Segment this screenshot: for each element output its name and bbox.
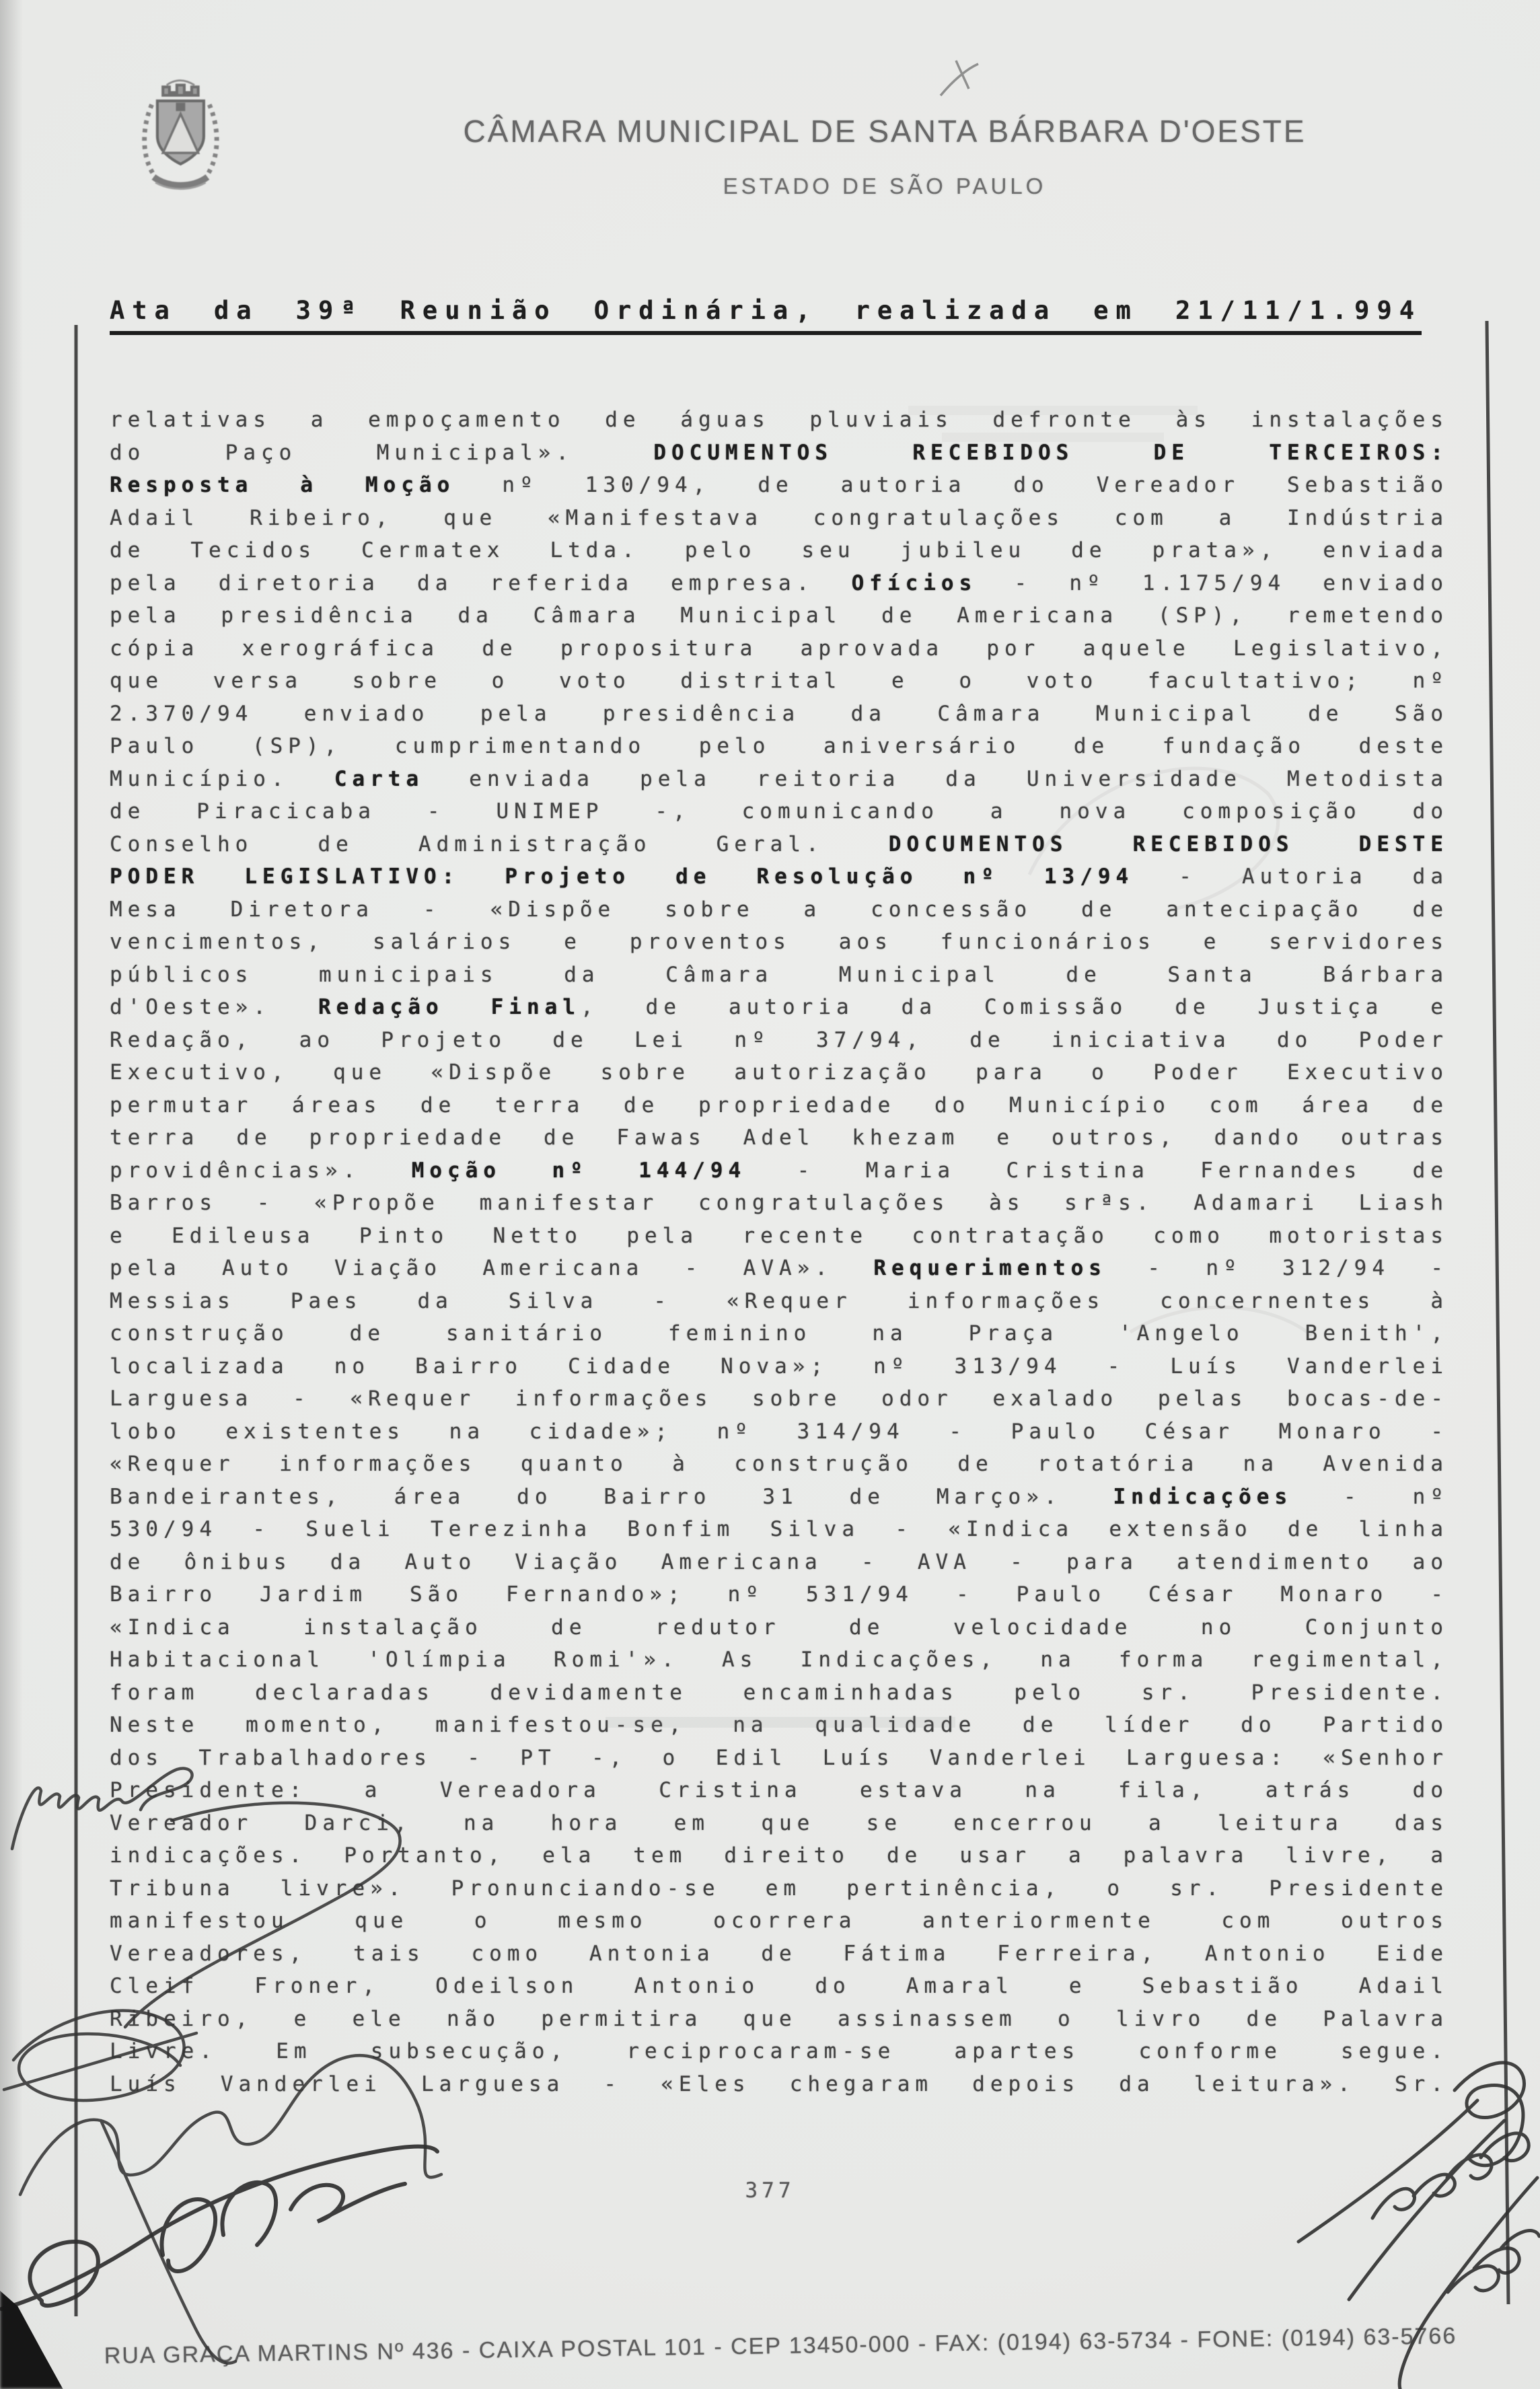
body-line: construção de sanitário feminino na Praça 'Angelo Benith', bbox=[110, 1321, 1449, 1346]
body-line: Mesa Diretora - «Dispõe sobre a concessão de antecipação de bbox=[110, 897, 1449, 922]
body-line: Bairro Jardim São Fernando»; nº 531/94 - Paulo César Monaro - bbox=[110, 1582, 1449, 1607]
body-line: Resposta à Moção nº 130/94, de autoria do Vereador Sebastião bbox=[110, 473, 1449, 497]
body-line: Vereadores, tais como Antonia de Fátima Ferreira, Antonio Eide bbox=[110, 1941, 1449, 1966]
body-line: que versa sobre o voto distrital e o voto facultativo; nº bbox=[110, 669, 1449, 693]
body-line: públicos municipais da Câmara Municipal de Santa Bárbara bbox=[110, 962, 1449, 987]
body-line: Messias Paes da Silva - «Requer informações concernentes à bbox=[110, 1288, 1449, 1313]
bottom-left-signature bbox=[1, 2147, 437, 2310]
body-line: «Requer informações quanto à construção de rotatória na Avenida bbox=[110, 1452, 1449, 1476]
body-line: 2.370/94 enviado pela presidência da Câmara Municipal de São bbox=[110, 701, 1449, 726]
body-line: lobo existentes na cidade»; nº 314/94 - Paulo César Monaro - bbox=[110, 1419, 1449, 1444]
body-line: Bandeirantes, área do Bairro 31 de Março». Indicações - nº bbox=[110, 1484, 1449, 1509]
body-line: dos Trabalhadores - PT -, o Edil Luís Vanderlei Larguesa: «Senhor bbox=[110, 1745, 1449, 1770]
organization-name: CÂMARA MUNICIPAL DE SANTA BÁRBARA D'OESTE bbox=[463, 114, 1307, 149]
scan-edge-shadow bbox=[0, 0, 23, 2389]
body-line: Neste momento, manifestou-se, na qualidade de líder do Partido bbox=[110, 1713, 1449, 1737]
body-line: relativas a empoçamento de águas pluviais defronte às instalações bbox=[110, 408, 1449, 432]
body-line: providências». Moção nº 144/94 - Maria Cristina Fernandes de bbox=[110, 1158, 1449, 1183]
body-line: Município. Carta enviada pela reitoria da Universidade Metodista bbox=[110, 766, 1449, 791]
body-line: pela Auto Viação Americana - AVA». Requerimentos - nº 312/94 - bbox=[110, 1256, 1449, 1280]
body-line: foram declaradas devidamente encaminhadas pelo sr. Presidente. bbox=[110, 1680, 1449, 1705]
body-line: pela diretoria da referida empresa. Ofícios - nº 1.175/94 enviado bbox=[110, 571, 1449, 595]
body-line: Conselho de Administração Geral. DOCUMENTOS RECEBIDOS DESTE bbox=[110, 832, 1449, 856]
body-line: Executivo, que «Dispõe sobre autorização para o Poder Executivo bbox=[110, 1060, 1449, 1085]
body-line: d'Oeste». Redação Final, de autoria da Comissão de Justiça e bbox=[110, 995, 1449, 1019]
body-line: terra de propriedade de Fawas Adel khezam e outros, dando outras bbox=[110, 1126, 1449, 1150]
state-line: ESTADO DE SÃO PAULO bbox=[723, 174, 1047, 198]
body-line: Barros - «Propõe manifestar congratulações às srªs. Adamari Liash bbox=[110, 1191, 1449, 1215]
body-line: Habitacional 'Olímpia Romi'». As Indicações, na forma regimental, bbox=[110, 1648, 1449, 1672]
body-line: PODER LEGISLATIVO: Projeto de Resolução nº 13/94 - Autoria da bbox=[110, 865, 1449, 889]
body-line: cópia xerográfica de propositura aprovada por aquele Legislativo, bbox=[110, 636, 1449, 661]
body-line: do Paço Municipal». DOCUMENTOS RECEBIDOS DE TERCEIROS: bbox=[110, 440, 1449, 465]
document-title: Ata da 39ª Reunião Ordinária, realizada em 21/11/1.994 bbox=[110, 296, 1422, 335]
body-line: Luís Vanderlei Larguesa - «Eles chegaram depois da leitura». Sr. bbox=[110, 2071, 1449, 2096]
minutes-body bbox=[110, 404, 1449, 2100]
body-line: indicações. Portanto, ela tem direito de usar a palavra livre, a bbox=[110, 1843, 1449, 1868]
body-line: Vereador Darci, na hora em que se encerrou a leitura das bbox=[110, 1810, 1449, 1835]
body-line: de Tecidos Cermatex Ltda. pelo seu jubileu de prata», enviada bbox=[110, 538, 1449, 562]
body-line: 530/94 - Sueli Terezinha Bonfim Silva - «Indica extensão de linha bbox=[110, 1517, 1449, 1541]
body-line: Adail Ribeiro, que «Manifestava congratulações com a Indústria bbox=[110, 505, 1449, 530]
body-line: Larguesa - «Requer informações sobre odor exalado pelas bocas-de- bbox=[110, 1387, 1449, 1411]
body-line: manifestou que o mesmo ocorrera anteriormente com outros bbox=[110, 1909, 1449, 1933]
page-number: 377 bbox=[745, 2178, 795, 2203]
body-line: Redação, ao Projeto de Lei nº 37/94, de iniciativa do Poder bbox=[110, 1027, 1449, 1052]
body-line: Cleif Froner, Odeilson Antonio do Amaral e Sebastião Adail bbox=[110, 1974, 1449, 1998]
footer-address: RUA GRAÇA MARTINS Nº 436 - CAIXA POSTAL 101 - CEP 13450-000 - FAX: (0194) 63-5734 - FONE: (0194) 63-5766 bbox=[104, 2323, 1457, 2369]
body-line: permutar áreas de terra de propriedade do Município com área de bbox=[110, 1093, 1449, 1117]
coat-of-arms-icon bbox=[133, 73, 226, 198]
body-line: de Piracicaba - UNIMEP -, comunicando a nova composição do bbox=[110, 799, 1449, 823]
body-line: Livre. Em subsecução, reciprocaram-se apartes conforme segue. bbox=[110, 2039, 1449, 2063]
body-line: Presidente: a Vereadora Cristina estava na fila, atrás do bbox=[110, 1778, 1449, 1802]
body-line: e Edileusa Pinto Netto pela recente contratação como motoristas bbox=[110, 1223, 1449, 1248]
body-line: Tribuna livre». Pronunciando-se em pertinência, o sr. Presidente bbox=[110, 1876, 1449, 1901]
body-line: localizada no Bairro Cidade Nova»; nº 313/94 - Luís Vanderlei bbox=[110, 1354, 1449, 1379]
body-line: de ônibus da Auto Viação Americana - AVA - para atendimento ao bbox=[110, 1549, 1449, 1574]
body-line: pela presidência da Câmara Municipal de Americana (SP), remetendo bbox=[110, 603, 1449, 628]
body-line: Paulo (SP), cumprimentando pelo aniversário de fundação deste bbox=[110, 734, 1449, 758]
body-line: Ribeiro, e ele não permitira que assinassem o livro de Palavra bbox=[110, 2006, 1449, 2031]
body-line: vencimentos, salários e proventos aos funcionários e servidores bbox=[110, 930, 1449, 954]
pencil-check-mark bbox=[941, 61, 978, 96]
body-line: «Indica instalação de redutor de velocidade no Conjunto bbox=[110, 1615, 1449, 1640]
